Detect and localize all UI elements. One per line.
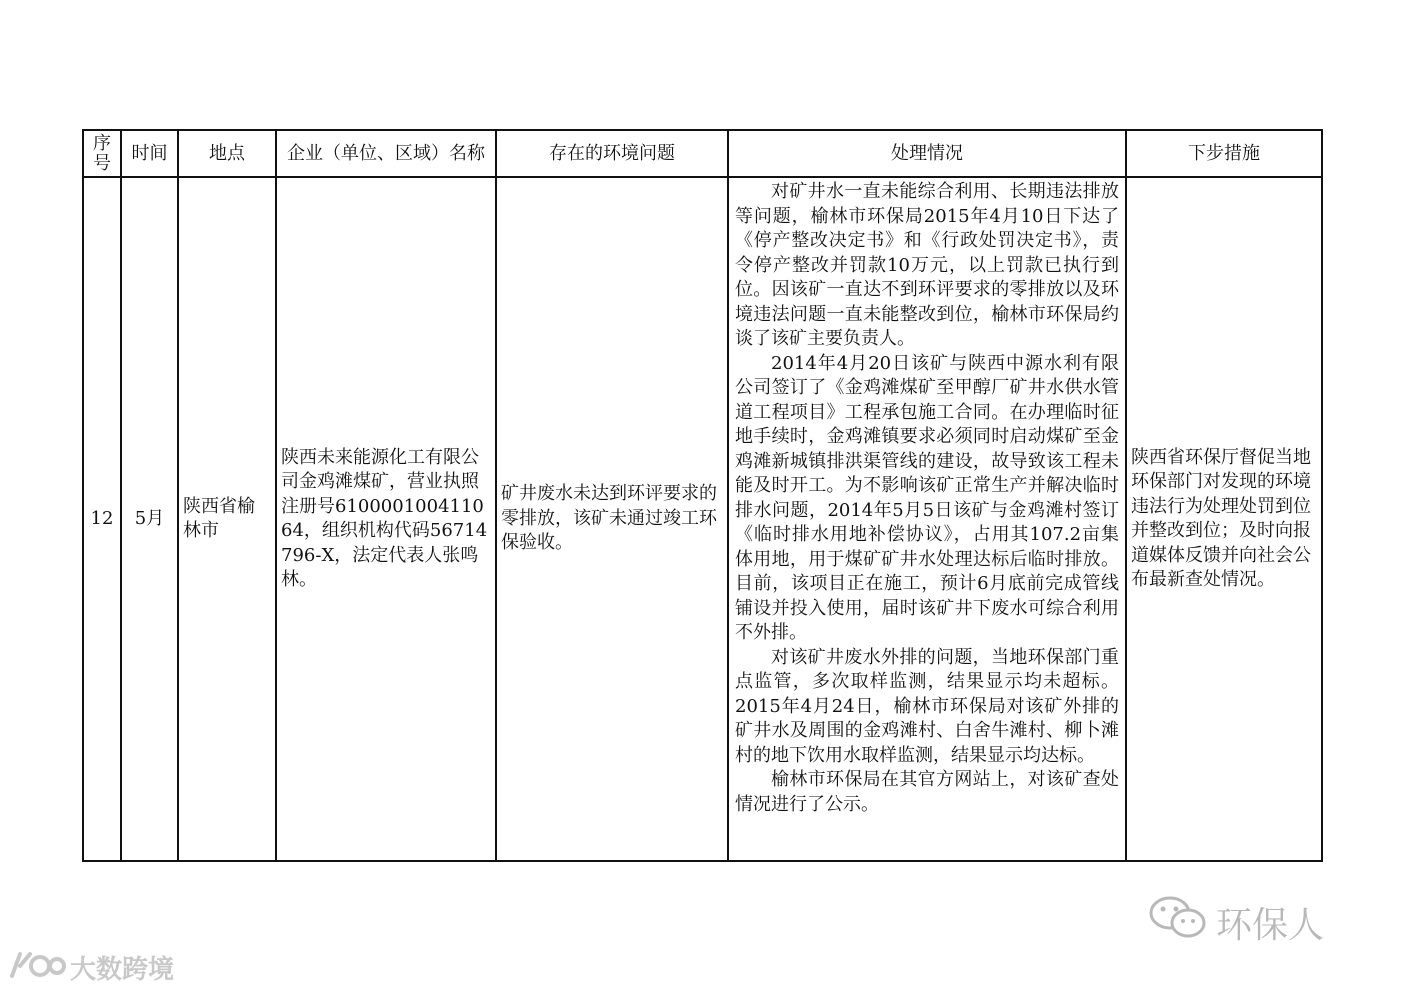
handling-paragraph-3: 对该矿井废水外排的问题，当地环保部门重点监管，多次取样监测，结果显示均未超标。2015年4月24日，榆林市环保局对该矿外排的矿井水及周围的金鸡滩村、白舍牛滩村、柳卜滩村的地下饮用水取样监测，结果显示均达标。 [735,646,1119,766]
environmental-case-table [82,129,1323,862]
row-issue: 矿井废水未达到环评要求的零排放，该矿未通过竣工环保验收。 [496,177,728,861]
watermark-dashukuajing [8,946,174,989]
header-next-steps: 下步措施 [1126,130,1322,177]
row-seq: 12 [83,177,121,861]
header-place: 地点 [178,130,276,177]
row-company: 陕西未来能源化工有限公司金鸡滩煤矿，营业执照注册号610000100411064，组织机构代码56714796-X，法定代表人张鸣林。 [276,177,496,861]
kdd-logo [8,946,66,989]
row-handling [728,177,1126,861]
handling-paragraph-2: 2014年4月20日该矿与陕西中源水利有限公司签订了《金鸡滩煤矿至甲醇厂矿井水供水管道工程项目》工程承包施工合同。在办理临时征地手续时，金鸡滩镇要求必须同时启动煤矿至金鸡滩新城镇排洪渠管线的建设，故导致该工程未能及时开工。为不影响该矿正常生产并解决临时排水问题，2014年5月5日该矿与金鸡滩村签订《临时排水用地补偿协议》，占用其107.2亩集体用地，用于煤矿矿井水处理达标后临时排放。目前，该项目正在施工，预计6月底前完成管线铺设并投入使用，届时该矿井下废水可综合利用不外排。 [735,352,1119,643]
handling-paragraph-1: 对矿井水一直未能综合利用、长期违法排放等问题，榆林市环保局2015年4月10日下达了《停产整改决定书》和《行政处罚决定书》，责令停产整改并罚款10万元，以上罚款已执行到位。因该矿一直达不到环评要求的零排放以及环境违法问题一直未能整改到位，榆林市环保局约谈了该矿主要负责人。 [735,181,1119,349]
wechat-icon [1148,893,1210,952]
header-row [83,130,1322,177]
header-issue: 存在的环境问题 [496,130,728,177]
header-handling: 处理情况 [728,130,1126,177]
row-time: 5月 [121,177,178,861]
table-row [83,177,1322,861]
header-time: 时间 [121,130,178,177]
handling-paragraph-4: 榆林市环保局在其官方网站上，对该矿查处情况进行了公示。 [735,769,1119,815]
header-company: 企业（单位、区域）名称 [276,130,496,177]
watermark-huanbaoren [1148,893,1324,952]
row-next-steps: 陕西省环保厅督促当地环保部门对发现的环境违法行为处理处罚到位并整改到位；及时向报道媒体反馈并向社会公布最新查处情况。 [1126,177,1322,861]
watermark-left-text: 大数跨境 [70,955,175,985]
watermark-right-text: 环保人 [1216,905,1325,946]
row-place: 陕西省榆林市 [178,177,276,861]
header-seq: 序号 [83,130,121,177]
